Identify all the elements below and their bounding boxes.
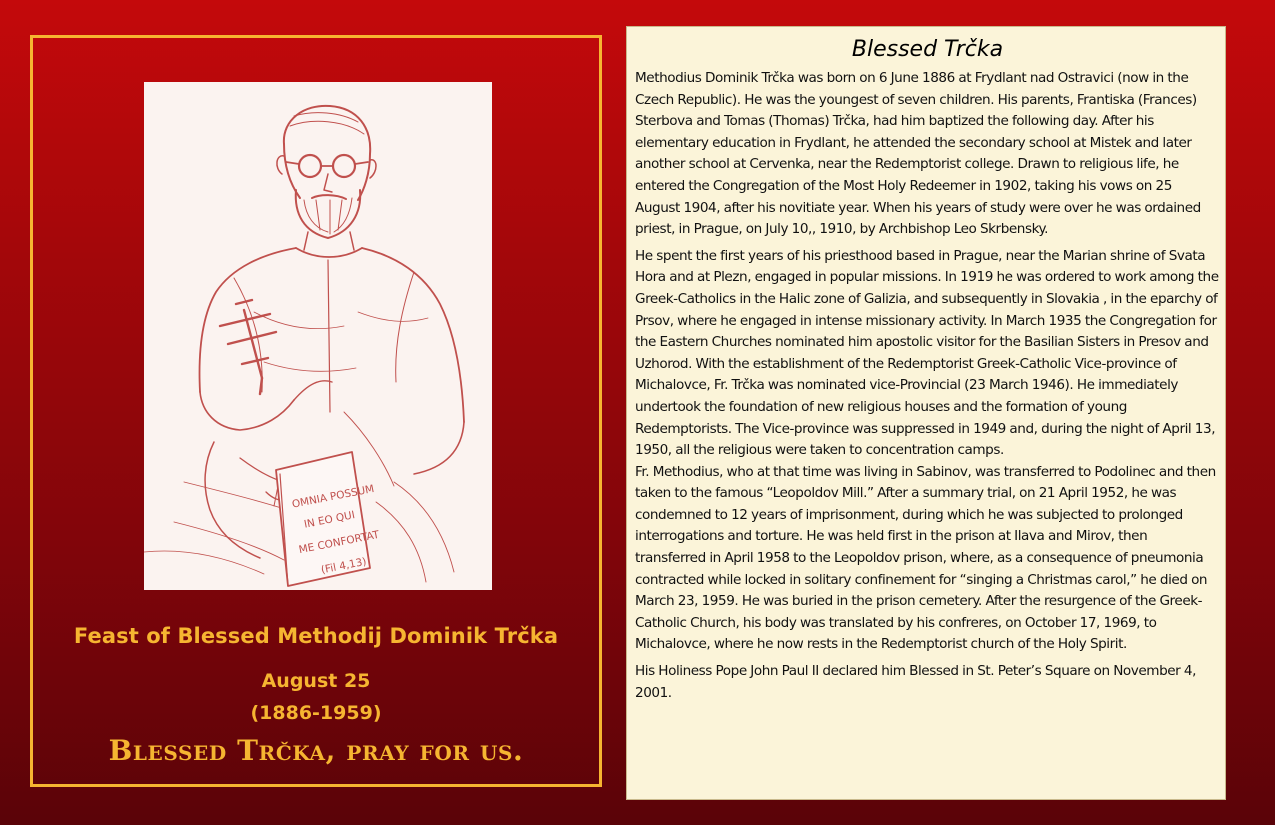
biography-title: Blessed Trčka: [851, 37, 1004, 62]
prayer-line: Blessed Trčka, pray for us.: [108, 734, 524, 767]
book-line-1: OMNIA POSSUM: [290, 482, 376, 511]
feast-title: Feast of Blessed Methodij Dominik Trčka: [73, 624, 559, 648]
biography-paragraph-1: Methodius Dominik Trčka was born on 6 June 1886 at Frydlant nad Ostravici (now in the Czech Republic). He was the youngest of seven children. His parents, Frantiska (Frances) Sterbova and Tomas (Thomas) Trčka, had him baptized the following day. After his elementary education in Frydlant, he attended the secondary school at Mistek and later another school at Cervenka, near the Redemptorist college. Drawn to religious life, he entered the Congregation of the Most Holy Redeemer in 1902, taking his vows on 25 August 1904, after his novitiate year. When his years of study were over he was ordained priest, in Prague, on July 10,, 1910, by Archbishop Leo Skrbensky.: [635, 70, 1201, 238]
biography-paragraph-4: His Holiness Pope John Paul II declared him Blessed in St. Peter’s Square on November 4, 2001.: [635, 663, 1196, 701]
feast-card-frame: [30, 35, 602, 787]
portrait-sketch: [144, 82, 492, 590]
biography-paragraph-2: He spent the first years of his priesthood based in Prague, near the Marian shrine of Svata Hora and at Plezn, engaged in popular missions. In 1919 he was ordered to work among the Greek-Catholics in the Halic zone of Galizia, and subsequently in Slovakia , in the eparchy of Prsov, where he engaged in intense missionary activity. In March 1935 the Congregation for the Eastern Churches nominated him apostolic visitor for the Basilian Sisters in Presov and Uzhorod. With the establishment of the Redemptorist Greek-Catholic Vice-province of Michalovce, Fr. Trčka was nominated vice-Provincial (23 March 1946). He immediately undertook the foundation of new religious houses and the formation of young Redemptorists. The Vice-province was suppressed in 1949 and, during the night of April 13, 1950, all the religious were taken to concentration camps.: [635, 247, 1219, 459]
feast-years: (1886-1959): [250, 702, 382, 724]
book-line-3: ME CONFORTAT: [297, 528, 381, 557]
biography-panel: [626, 26, 1226, 800]
book-line-2: IN EO QUI: [303, 509, 356, 531]
feast-date: August 25: [261, 670, 371, 692]
book-line-4: (Fil 4,13): [320, 555, 368, 577]
biography-paragraph-3: Fr. Methodius, who at that time was living in Sabinov, was transferred to Podolinec and then taken to the famous “Leopoldov Mill.” After a summary trial, on 21 April 1952, he was condemned to 12 years of imprisonment, during which he was subjected to prolonged interrogations and torture. He was held first in the prison at Ilava and Mirov, then transferred in April 1958 to the Leopoldov prison, where, as a consequence of pneumonia contracted while locked in solitary confinement for “singing a Christmas carol,” he died on March 23, 1959. He was buried in the prison cemetery. After the resurgence of the Greek-Catholic Church, his body was translated by his confreres, on October 17, 1969, to Michalovce, where he now rests in the Redemptorist church of the Holy Spirit.: [635, 463, 1216, 653]
portrait-drawing: [144, 82, 492, 590]
